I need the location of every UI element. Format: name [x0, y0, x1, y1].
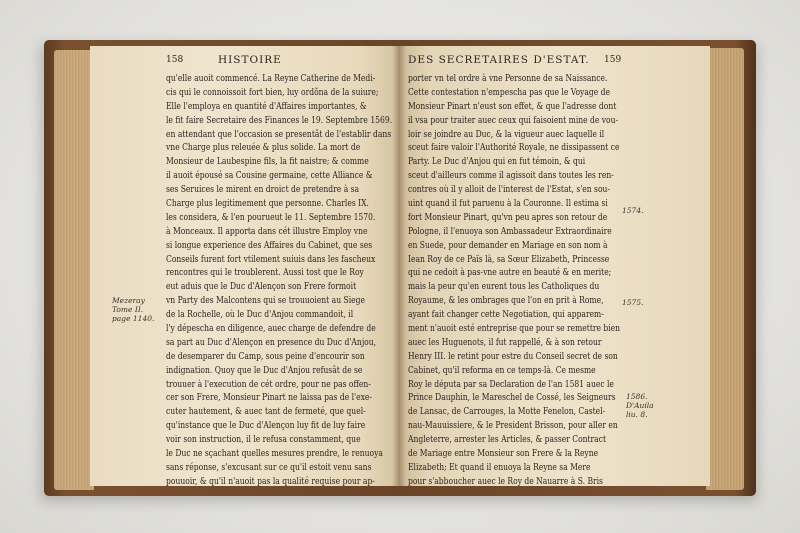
text-line: de la Rochelle, où le Duc d'Anjou commandoit, il — [166, 309, 354, 321]
text-line: ses Seruices le mirent en droict de pretendre à sa — [166, 184, 360, 196]
text-line: Henry III. le retint pour estre du Conseil secret de son — [408, 350, 618, 362]
text-line: sa part au Duc d'Alençon en presence du Duc d'Anjou, — [166, 336, 377, 348]
text-line: fort Monsieur Pinart, qu'vn peu apres son retour de — [408, 211, 608, 223]
text-line: indignation. Quoy que le Duc d'Anjou refusât de se — [166, 364, 363, 376]
margin-note-davila: D'Auila liu. 8. — [626, 401, 654, 419]
text-line: en Suede, pour demander en Mariage en son nom à — [408, 239, 608, 251]
text-line: cuter hautement, & auec tant de fermeté, que quel- — [166, 406, 366, 418]
left-page-edges — [54, 50, 94, 490]
text-line: de Lansac, de Carrouges, la Motte Fenelon, Castel- — [408, 406, 606, 418]
text-line: vn Party des Malcontens qui se trouuoient au Siege — [166, 295, 366, 307]
text-line: Iean Roy de ce Païs là, sa Sœur Elizabeth, Princesse — [408, 253, 610, 265]
text-line: Cabinet, qu'il reforma en ce temps-là. Ce mesme — [408, 364, 596, 376]
text-line: nau-Mauuissiere, & le President Brisson, pour aller en — [408, 420, 618, 432]
text-line: trouuer à l'execution de cét ordre, pour ne pas offen- — [166, 378, 371, 390]
text-line: rencontres qui le troublerent. Aussi tost que le Roy — [166, 267, 364, 279]
text-line: à Monceaux. Il apporta dans cét illustre Employ vne — [166, 225, 368, 237]
text-line: qu'instance que le Duc d'Alençon luy fit de luy faire — [166, 420, 366, 432]
right-text-block — [408, 72, 679, 486]
text-line: pour s'abboucher auec le Roy de Nauarre à S. Bris — [408, 475, 603, 486]
text-line: si longue experience des Affaires du Cabinet, que ses — [166, 239, 373, 251]
text-line: uint quand il fut paruenu à la Couronne. Il estima si — [408, 198, 608, 210]
text-line: Royaume, & les ombrages que l'on en prit à Rome, — [408, 295, 604, 307]
margin-note-mezeray: Mezeray Tome II. page 1140. — [112, 296, 155, 323]
text-line: Angleterre, arrester les Articles, & passer Contract — [408, 434, 606, 446]
text-line: Elle l'employa en quantité d'Affaires importantes, & — [166, 100, 367, 112]
right-running-head: DES SECRETAIRES D'ESTAT. — [408, 54, 590, 66]
text-line: le Duc ne sçachant quelles mesures prendre, le renuoya — [166, 448, 383, 460]
text-line: auec les Huguenots, il fut rappellé, & à son retour — [408, 336, 602, 348]
text-line: loir se joindre au Duc, & la vigueur auec laquelle il — [408, 128, 605, 140]
text-line: eut aduis que le Duc d'Alençon son Frere formoit — [166, 281, 357, 293]
text-line: pouuoir, & qu'il n'auoit pas la qualité requise pour ap- — [166, 475, 375, 486]
text-line: de desemparer du Camp, sous peine d'encourir son — [166, 350, 365, 362]
text-line: en attendant que l'occasion se presentât de l'establir dans — [166, 128, 392, 140]
text-line: sans réponse, s'excusant sur ce qu'il estoit venu sans — [166, 461, 372, 473]
right-page-edges — [706, 48, 744, 490]
text-line: Cette contestation n'empescha pas que le Voyage de — [408, 86, 610, 98]
left-running-head: HISTOIRE — [218, 54, 282, 66]
text-line: Charge plus legitimement que personne. Charles IX. — [166, 198, 369, 210]
text-line: cis qui le connoissoit fort bien, luy ordõna de la suiure; — [166, 86, 379, 98]
text-line: Party. Le Duc d'Anjou qui en fut témoin, & qui — [408, 156, 586, 168]
text-line: Monsieur de Laubespine fils, la fit naistre; & comme — [166, 156, 369, 168]
text-line: Roy le députa par sa Declaration de l'an 1581 auec le — [408, 378, 614, 390]
text-line: ment n'auoit esté entreprise que pour se remettre bien — [408, 323, 621, 335]
text-line: les considera, & l'en pourueut le 11. Septembre 1570. — [166, 211, 376, 223]
text-line: porter vn tel ordre à vne Personne de sa Naissance. — [408, 73, 608, 84]
left-text-block — [166, 72, 398, 486]
text-line: qu'elle auoit commencé. La Reyne Catherine de Medi- — [166, 73, 376, 84]
text-line: de Mariage entre Monsieur son Frere & la Reyne — [408, 448, 599, 460]
text-line: contres où il y alloit de l'interest de l'Estat, s'en sou- — [408, 184, 610, 196]
text-line: voir son instruction, il le refusa constamment, que — [166, 434, 361, 446]
text-line: sceut faire valoir l'Authorité Royale, ne dissipassent ce — [408, 142, 620, 154]
text-line: vne Charge plus releuée & plus solide. La mort de — [166, 142, 361, 154]
text-line: l'y dépescha en diligence, auec charge de defendre de — [166, 323, 376, 335]
text-line: Elizabeth; Et quand il enuoya la Reyne sa Mere — [408, 461, 591, 473]
right-page — [398, 46, 710, 486]
text-line: Pologne, il l'enuoya son Ambassadeur Extraordinaire — [408, 225, 612, 237]
margin-year-1575: 1575. — [622, 298, 644, 307]
text-line: Conseils furent fort vtilement suiuis dans les fascheux — [166, 253, 376, 265]
left-page — [90, 46, 398, 486]
text-line: mais la peur qu'en eurent tous les Catholiques du — [408, 281, 600, 293]
right-page-number: 159 — [604, 55, 622, 65]
text-line: sceut d'ailleurs comme il agissoit dans toutes les ren- — [408, 170, 614, 182]
book-gutter — [392, 46, 406, 486]
left-page-number: 158 — [166, 55, 184, 65]
text-line: qui ne cedoit à pas-vne autre en beauté & en merite; — [408, 267, 612, 279]
text-line: Prince Dauphin, le Mareschel de Cossé, les Seigneurs — [408, 392, 616, 404]
text-line: Monsieur Pinart n'eust son effet, & que l'adresse dont — [408, 100, 617, 112]
text-line: il auoit épousé sa Cousine germaine, cette Alliance & — [166, 170, 373, 182]
text-line: cer son Frere, Monsieur Pinart ne laissa pas de l'exe- — [166, 392, 372, 404]
text-line: le fit faire Secretaire des Finances le 19. Septembre 1569. — [166, 114, 393, 126]
margin-year-1586: 1586. — [626, 392, 648, 401]
text-line: il vsa pour traiter auec ceux qui faisoient mine de vou- — [408, 114, 619, 126]
margin-year-1574: 1574. — [622, 206, 644, 215]
text-line: ayant fait changer cette Negotiation, qui apparem- — [408, 309, 604, 321]
